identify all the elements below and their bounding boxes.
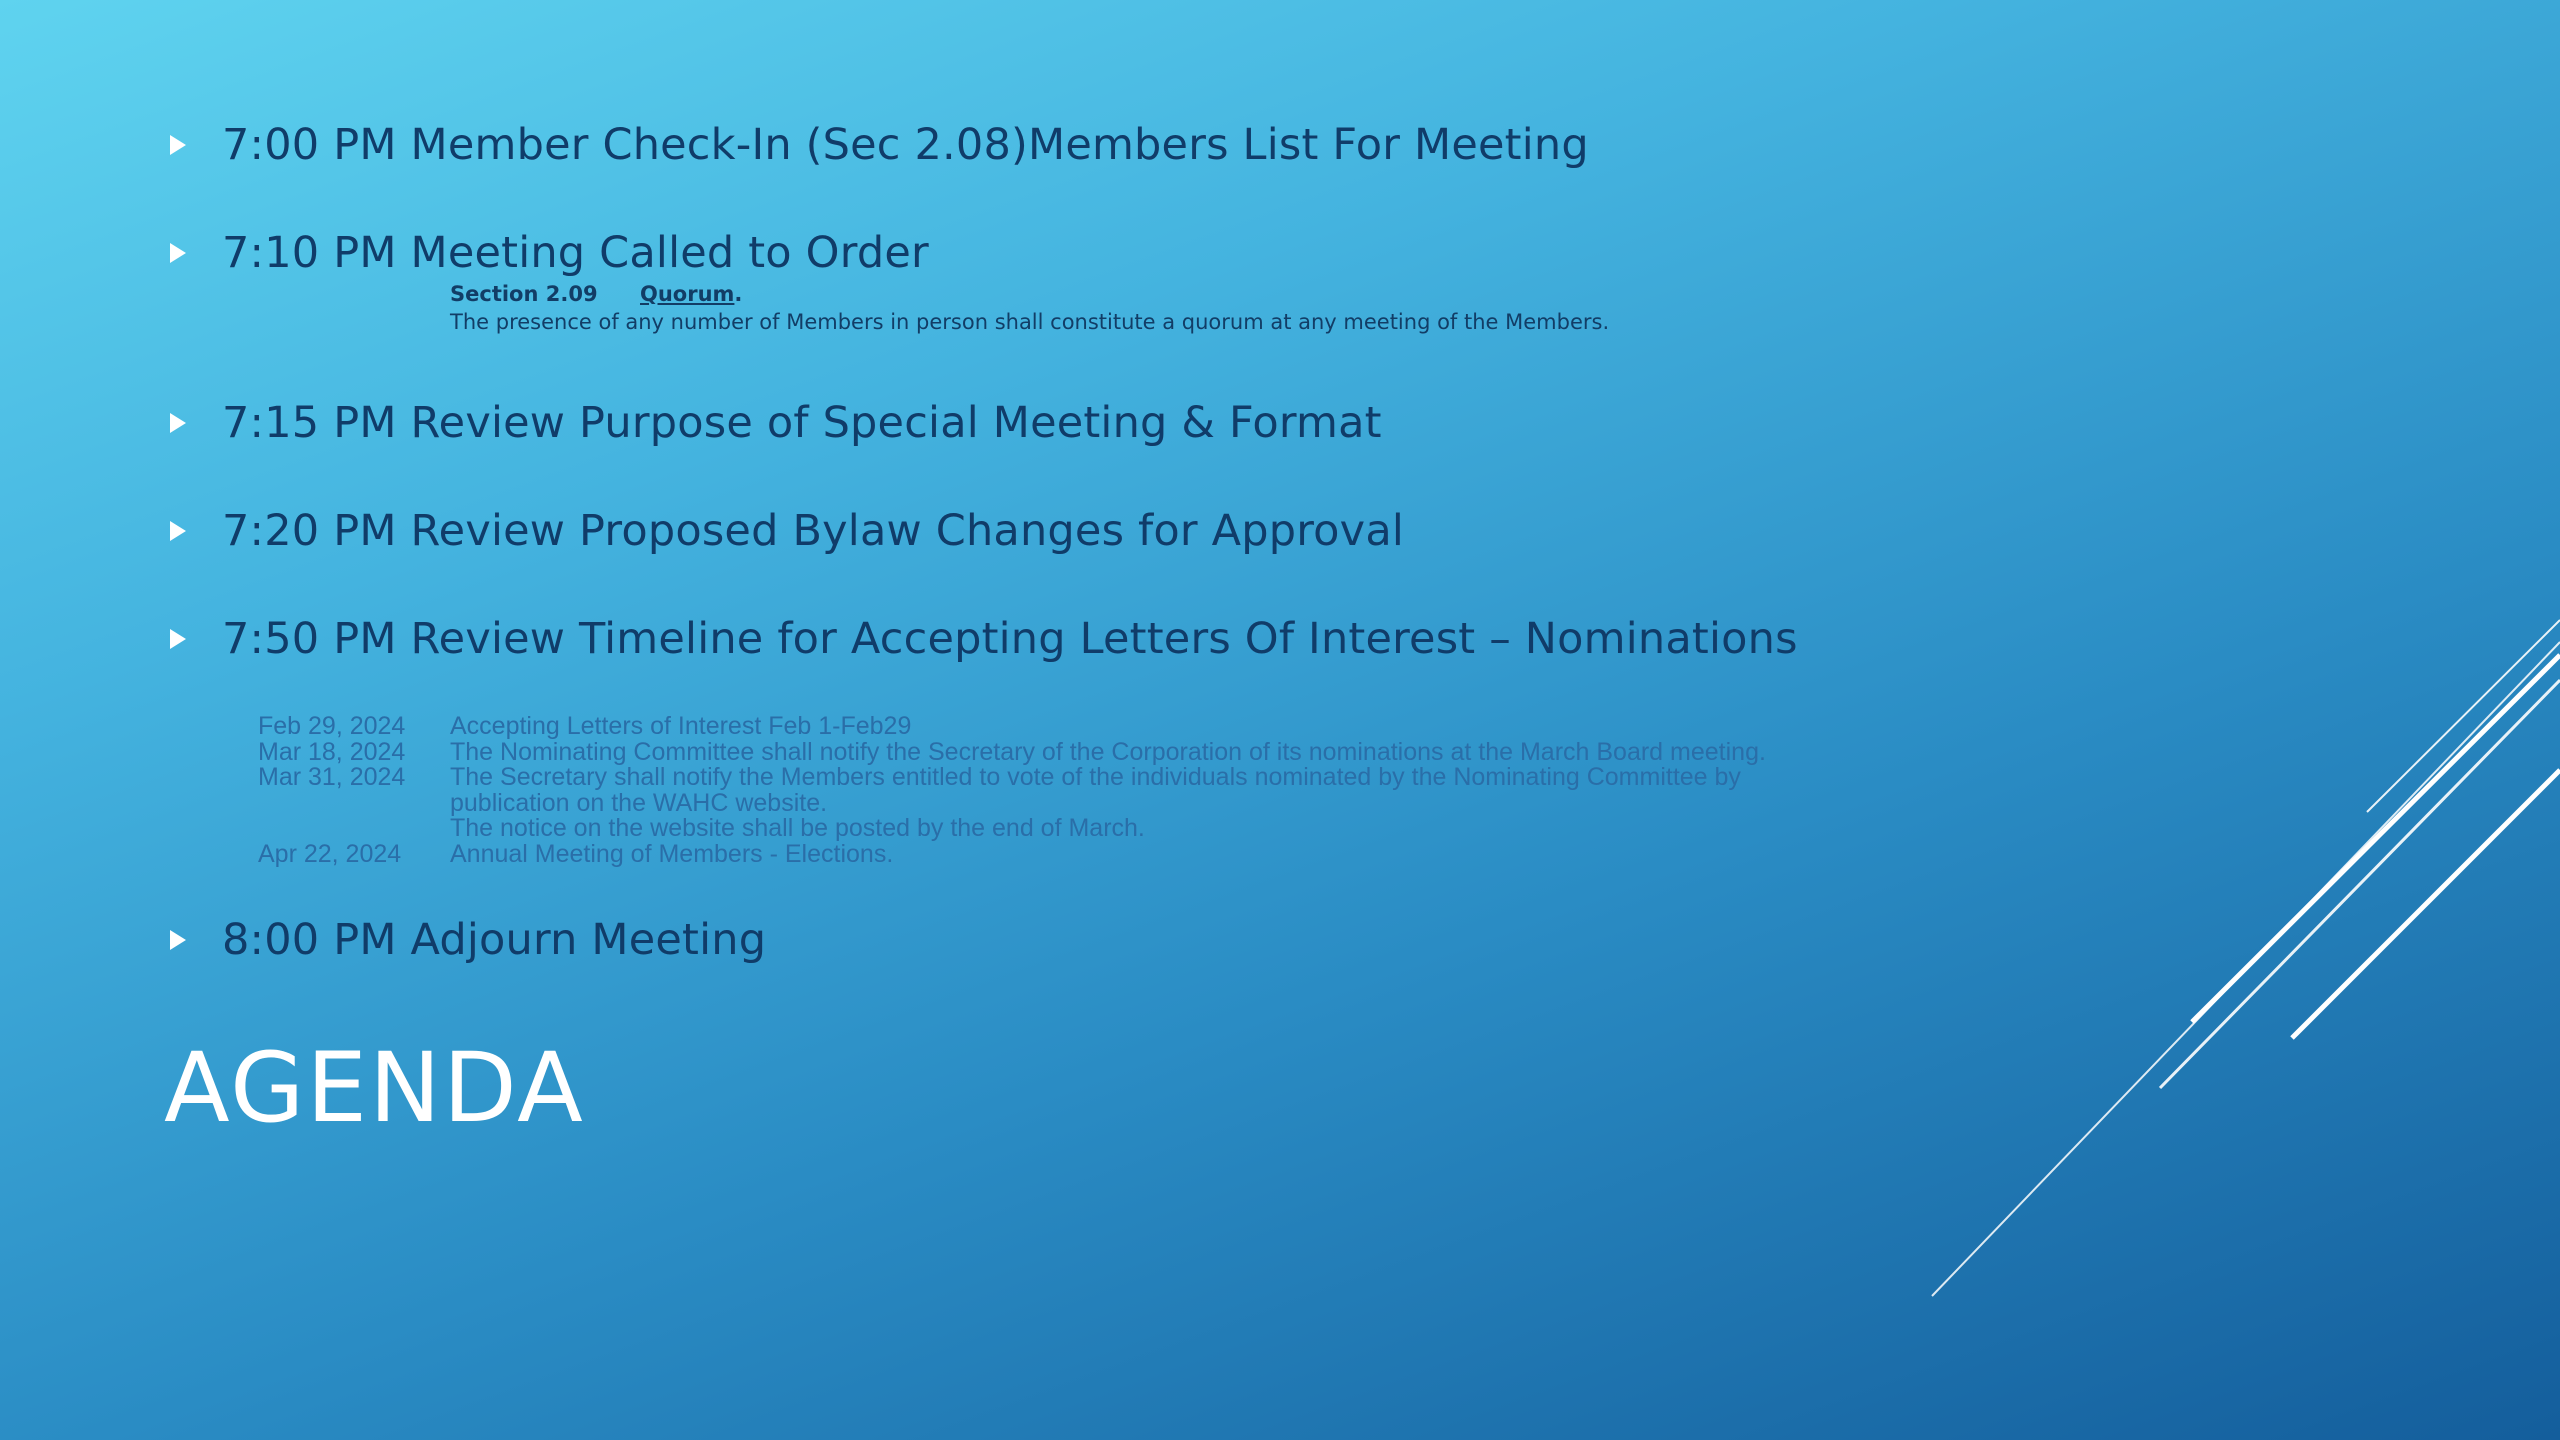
section-heading: [450, 282, 1609, 306]
agenda-item-text: 7:50 PM Review Timeline for Accepting Letters Of Interest – Nominations: [222, 614, 1798, 664]
nominations-timeline: [258, 714, 1766, 867]
decorative-line: [1932, 642, 2560, 1296]
agenda-item-checkin: [170, 120, 1589, 170]
timeline-line: The Nominating Committee shall notify the Secretary of the Corporation of its nominations at the March Board meeting.: [450, 737, 1766, 766]
agenda-item-text: 8:00 PM Adjourn Meeting: [222, 915, 767, 965]
triangle-bullet-icon: [170, 521, 186, 541]
timeline-line: The Secretary shall notify the Members entitled to vote of the individuals nominated by the Nominating Committee by: [450, 763, 1741, 791]
decorative-line: [2367, 620, 2560, 812]
timeline-line: The notice on the website shall be posted by the end of March.: [450, 814, 1145, 842]
timeline-date: Feb 29, 2024: [258, 712, 406, 740]
decorative-line: [2292, 770, 2560, 1038]
agenda-item-timeline: [170, 614, 1798, 664]
timeline-row: [258, 737, 1766, 766]
agenda-item-text: 7:20 PM Review Proposed Bylaw Changes for Approval: [222, 506, 1405, 556]
timeline-description: [450, 737, 1766, 766]
agenda-item-text: 7:10 PM Meeting Called to Order: [222, 228, 929, 278]
timeline-row: [258, 765, 1766, 842]
timeline-line: Accepting Letters of Interest Feb 1-Feb29: [450, 712, 912, 740]
agenda-item-adjourn: [170, 915, 766, 965]
timeline-row: [258, 714, 1766, 740]
quorum-section: [450, 282, 1609, 334]
timeline-date: Apr 22, 2024: [258, 839, 402, 868]
section-title: Quorum: [640, 282, 735, 306]
triangle-bullet-icon: [170, 243, 186, 263]
timeline-line: publication on the WAHC website.: [450, 788, 828, 817]
section-number: Section 2.09: [450, 282, 598, 306]
triangle-bullet-icon: [170, 413, 186, 433]
slide-title: AGENDA: [164, 1032, 585, 1144]
agenda-item-call-to-order: [170, 228, 929, 278]
timeline-description: [450, 765, 1741, 842]
decorative-line: [2160, 680, 2560, 1088]
agenda-item-text: 7:15 PM Review Purpose of Special Meeting & Format: [222, 398, 1382, 448]
timeline-row: [258, 839, 1766, 868]
timeline-date: Mar 18, 2024: [258, 737, 406, 766]
triangle-bullet-icon: [170, 135, 186, 155]
agenda-item-bylaw-changes: [170, 506, 1404, 556]
decorative-line: [2192, 655, 2560, 1022]
timeline-description: [450, 714, 911, 740]
agenda-item-purpose: [170, 398, 1382, 448]
timeline-description: [450, 839, 894, 868]
agenda-item-text: 7:00 PM Member Check-In (Sec 2.08)Members List For Meeting: [222, 120, 1589, 170]
triangle-bullet-icon: [170, 930, 186, 950]
timeline-line: Annual Meeting of Members - Elections.: [450, 839, 894, 868]
section-body: The presence of any number of Members in person shall constitute a quorum at any meeting of the Members.: [450, 310, 1610, 334]
triangle-bullet-icon: [170, 629, 186, 649]
section-title-suffix: .: [734, 282, 743, 306]
timeline-date: Mar 31, 2024: [258, 763, 406, 791]
